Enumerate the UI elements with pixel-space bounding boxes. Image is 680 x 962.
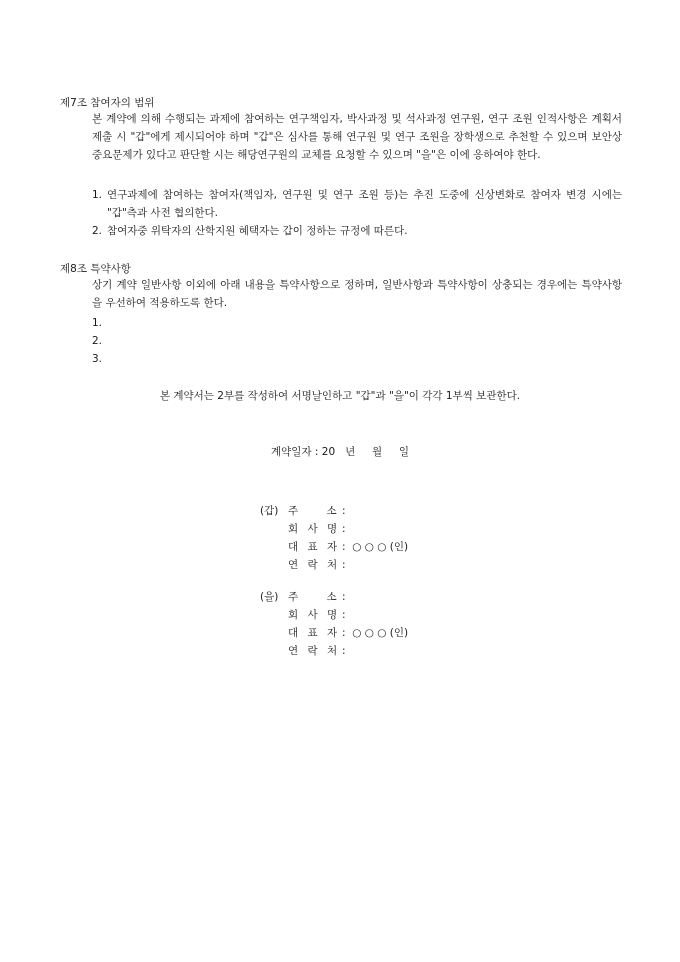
representative-seal: ○ ○ ○ (인) [352,627,409,639]
representative-seal: ○ ○ ○ (인) [352,541,409,553]
list-text: 연구과제에 참여하는 참여자(책임자, 연구원 및 연구 조원 등)는 추진 도중에 신상변화로 참여자 변경 시에는 "갑"측과 사전 협의한다. [107,189,622,219]
list-number: 1. [92,317,103,329]
party-a-label: (갑) [260,505,279,517]
party-b-rep-row: 대 표 자 : ○ ○ ○ (인) [260,624,408,642]
party-a-address-row: (갑) 주 소 : [260,502,408,520]
party-a-company-row: 회 사 명 : [260,520,408,538]
article7-title: 제7조 참여자의 범위 [60,97,155,109]
company-label: 회 사 명 [288,523,341,535]
article7-body: 본 계약에 의해 수행되는 과제에 참여하는 연구책임자, 박사과정 및 석사과정 연구원, 연구 조원 인적사항은 계획서 제출 시 "갑"에게 제시되어야 하며 "갑"은 심사를 통해 연구원 및 연구 조원을 장학생으로 추천할 수 있으며 보안상 중요문제가 있다고 판단할 시는 해당연구원의 교체를 요청할 수 있으며 "을"은 이에 응하여야 한다. [92,113,622,161]
party-b-block [260,588,408,660]
company-label: 회 사 명 [288,609,341,621]
contact-label: 연 락 처 [288,559,341,571]
party-b-label: (을) [260,591,279,603]
representative-label: 대 표 자 [288,627,341,639]
party-a-block [260,502,408,574]
article8-title: 제8조 특약사항 [60,263,131,275]
party-b-address-row: (을) 주 소 : [260,588,408,606]
representative-label: 대 표 자 [288,541,341,553]
article7-item-1 [92,186,622,222]
party-a-rep-row: 대 표 자 : ○ ○ ○ (인) [260,538,408,556]
address-label: 주 소 [288,505,340,517]
article8-body: 상기 계약 일반사항 이외에 아래 내용을 특약사항으로 정하며, 일반사항과 특약사항이 상충되는 경우에는 특약사항을 우선하여 적용하도록 한다. [92,279,622,309]
closing-statement: 본 계약서는 2부를 작성하여 서명날인하고 "갑"과 "을"이 각각 1부씩 보관한다. [159,390,521,402]
list-number: 2. [92,225,103,237]
list-number: 3. [92,353,103,365]
list-text: 참여자중 위탁자의 산학지원 혜택자는 갑이 정하는 규정에 따른다. [107,225,408,237]
party-b-company-row: 회 사 명 : [260,606,408,624]
contact-label: 연 락 처 [288,645,341,657]
article7-item-2 [92,222,622,240]
list-number: 2. [92,335,103,347]
party-b-contact-row: 연 락 처 : [260,642,408,660]
list-number: 1. [92,189,103,201]
party-a-contact-row: 연 락 처 : [260,556,408,574]
contract-date: 계약일자 : 20 년 월 일 [271,446,409,458]
address-label: 주 소 [288,591,340,603]
